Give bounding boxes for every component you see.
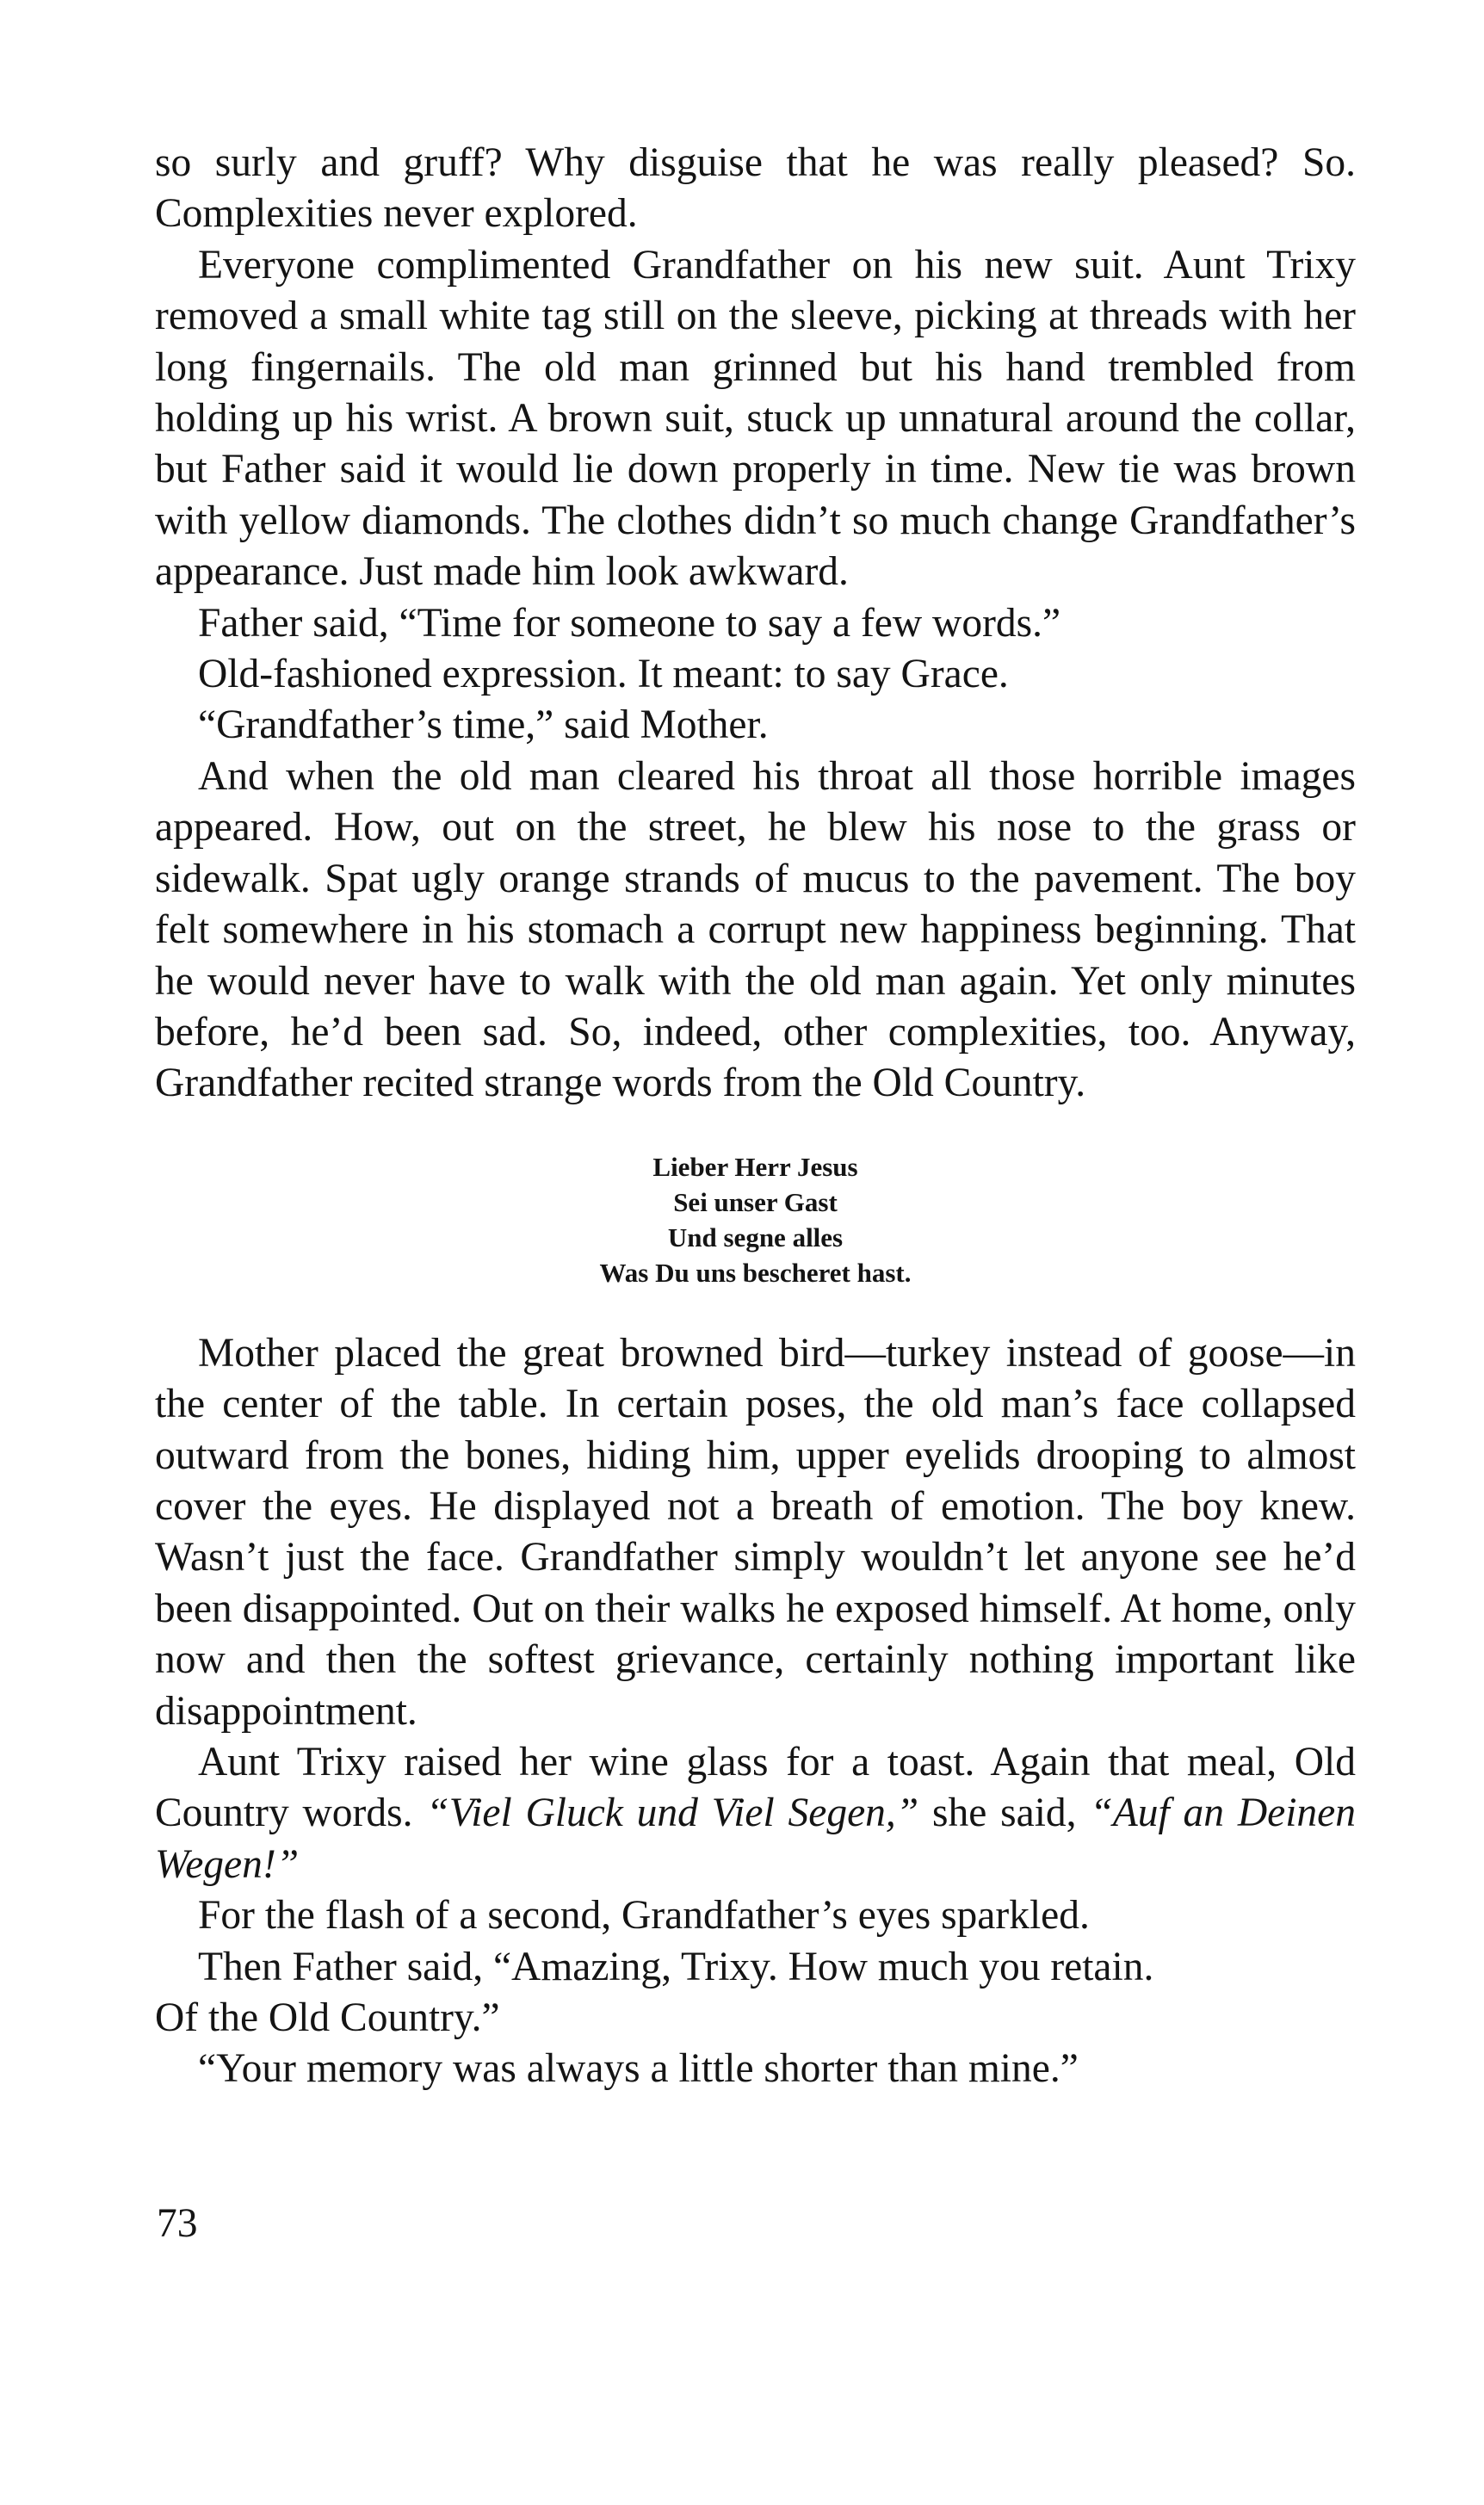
paragraph: Then Father said, “Amazing, Trixy. How much you retain. xyxy=(198,1944,1154,1989)
paragraph: Everyone complimented Grandfather on his new suit. Aunt Trixy removed a small white tag still on the sleeve, picking at threads with her long fingernails. The old man grinned but his hand trembled from holding up his wrist. A brown suit, stuck up unnatural around the collar, but Father said it would lie down properly in time. New tie was brown with yellow diamonds. The clothes didn’t so much change Grandfather’s appearance. Just made him look awkward. xyxy=(155,242,1356,595)
paragraph-toast xyxy=(155,1737,1356,1890)
paragraph: Mother placed the great browned bird—turkey instead of goose—in the center of the table. In certain poses, the old man’s face collapsed outward from the bones, hiding him, upper eyelids drooping to almost cover the eyes. He displayed not a breath of emotion. The boy knew. Wasn’t just the face. Grandfather simply wouldn’t let anyone see he’d been disappointed. Out on their walks he exposed himself. At home, only now and then the softest grievance, certainly nothing important like disappointment. xyxy=(155,1330,1356,1734)
paragraph: For the flash of a second, Grandfather’s eyes sparkled. xyxy=(198,1893,1090,1939)
paragraph: “Grandfather’s time,” said Mother. xyxy=(198,702,769,748)
body-text xyxy=(155,138,1356,2095)
toast-text: she said, xyxy=(918,1791,1091,1836)
verse-line: Was Du uns bescheret hast. xyxy=(599,1257,912,1288)
paragraph: Father said, “Time for someone to say a few words.” xyxy=(198,600,1061,646)
toast-text: Aunt Trixy raised her wine glass for a toast. Again that meal, Old Country words. xyxy=(155,1739,1356,1836)
paragraph: And when the old man cleared his throat all those horrible images appeared. How, out on the street, he blew his nose to the grass or sidewalk. Spat ugly orange strands of mucus to the pavement. The boy felt somewhere in his stomach a corrupt new happiness beginning. That he would never have to walk with the old man again. Yet only minutes before, he’d been sad. So, indeed, other complexities, too. Anyway, Grandfather recited strange words from the Old Country. xyxy=(155,753,1356,1106)
prayer-verse xyxy=(155,1149,1356,1290)
verse-line: Lieber Herr Jesus xyxy=(652,1151,858,1182)
page-number: 73 xyxy=(157,2201,198,2246)
toast-quote: “Auf an Deinen Wegen!” xyxy=(155,1791,1356,1887)
toast-quote: “Viel Gluck und Viel Segen,” xyxy=(426,1791,919,1836)
paragraph-continued: so surly and gruff? Why disguise that he was really pleased? So. Complexities never explored. xyxy=(155,140,1356,237)
paragraph-line: Of the Old Country.” xyxy=(155,1995,500,2040)
verse-line: Und segne alles xyxy=(667,1222,844,1252)
paragraph: Old-fashioned expression. It meant: to say Grace. xyxy=(198,652,1009,697)
verse-line: Sei unser Gast xyxy=(673,1186,838,1217)
paragraph: “Your memory was always a little shorter than mine.” xyxy=(198,2046,1079,2092)
